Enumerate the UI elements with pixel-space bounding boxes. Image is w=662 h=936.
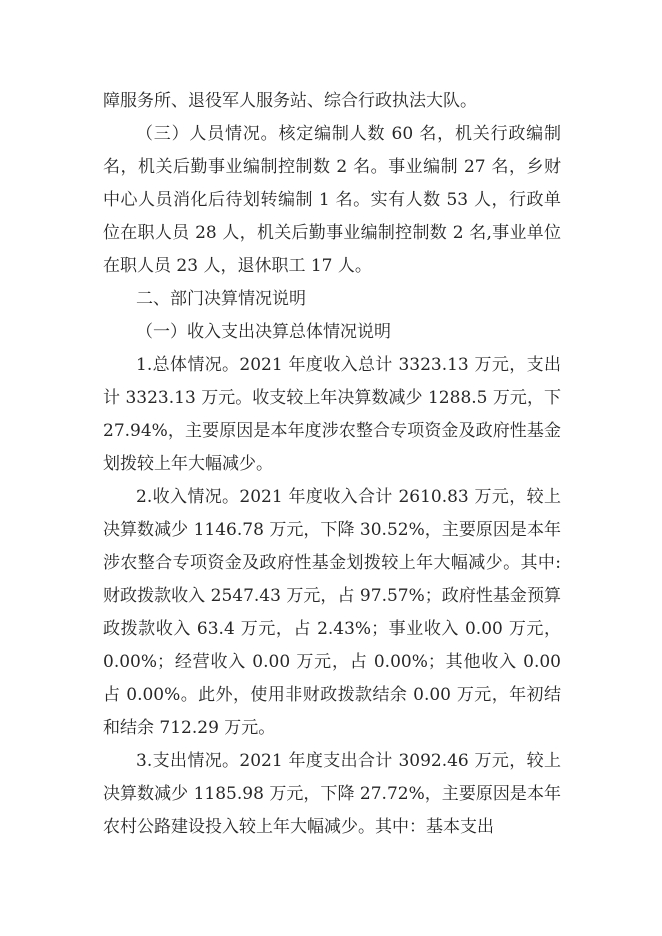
text-line: 占 0.00%。此外，使用非财政拨款结余 0.00 万元，年初结 <box>103 685 561 705</box>
income-paragraph-line: 2.收入情况。2021 年度收入合计 2610.83 万元，较上 <box>136 487 561 507</box>
section-heading: 二、部门决算情况说明 <box>136 289 306 309</box>
text-line: 涉农整合专项资金及政府性基金划拨较上年大幅减少。其中: <box>103 553 561 573</box>
subsection-heading: （一）收入支出决算总体情况说明 <box>136 322 391 342</box>
text-line: 在职人员 23 人，退休职工 17 人。 <box>103 256 372 276</box>
section-personnel-heading-line: （三）人员情况。核定编制人数 60 名，机关行政编制 <box>136 124 561 144</box>
text-line: 0.00%；经营收入 0.00 万元，占 0.00%；其他收入 0.00 <box>103 652 561 672</box>
text-line: 计 3323.13 万元。收支较上年决算数减少 1288.5 万元，下 <box>103 388 561 408</box>
document-page <box>103 85 561 844</box>
text-line: 财政拨款收入 2547.43 万元，占 97.57%；政府性基金预算 <box>103 586 561 606</box>
text-line: 和结余 712.29 万元。 <box>103 718 276 738</box>
expenditure-paragraph-line: 3.支出情况。2021 年度支出合计 3092.46 万元，较上 <box>136 751 561 771</box>
text-line: 决算数减少 1185.98 万元，下降 27.72%，主要原因是本年 <box>103 784 561 804</box>
text-line: 27.94%，主要原因是本年度涉农整合专项资金及政府性基金 <box>103 421 561 441</box>
overall-paragraph-line: 1.总体情况。2021 年度收入总计 3323.13 万元，支出 <box>136 355 561 375</box>
text-line: 划拨较上年大幅减少。 <box>103 454 273 474</box>
text-line: 位在职人员 28 人，机关后勤事业编制控制数 2 名,事业单位 <box>103 223 561 243</box>
text-line: 名，机关后勤事业编制控制数 2 名。事业编制 27 名，乡财 <box>103 157 561 177</box>
text-line: 决算数减少 1146.78 万元，下降 30.52%，主要原因是本年 <box>103 520 561 540</box>
text-line: 农村公路建设投入较上年大幅减少。其中：基本支出 <box>103 817 494 837</box>
text-line: 障服务所、退役军人服务站、综合行政执法大队。 <box>103 91 477 111</box>
text-line: 中心人员消化后待划转编制 1 名。实有人数 53 人，行政单 <box>103 190 561 210</box>
text-line: 政拨款收入 63.4 万元，占 2.43%；事业收入 0.00 万元， <box>103 619 561 639</box>
